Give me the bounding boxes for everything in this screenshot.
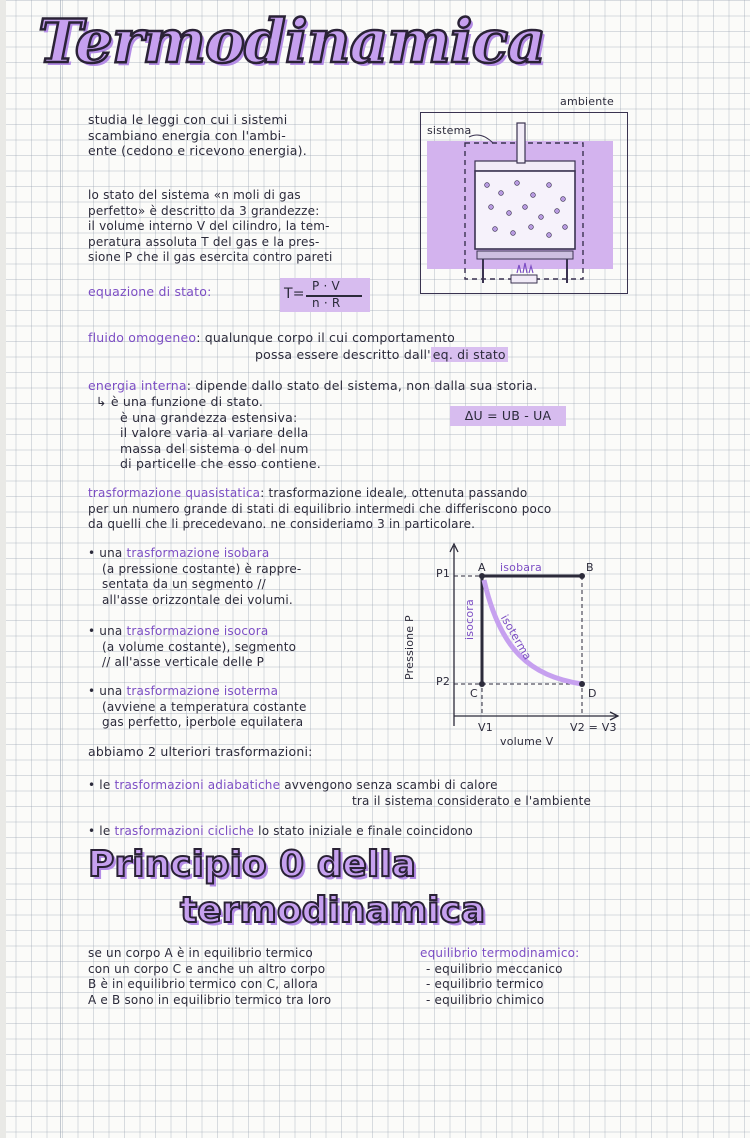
transform-isobara <box>88 546 301 608</box>
pv-d: D <box>588 687 597 700</box>
energia-def: : dipende dallo stato del sistema, non dalla sua storia. <box>186 378 538 393</box>
fluido-line-2: possa essere descritto dall' <box>255 347 431 362</box>
cicliche-line-1: lo stato iniziale e finale coincidono <box>254 824 473 838</box>
cylinder <box>475 171 575 249</box>
isoterma-line-3: gas perfetto, iperbole equilatera <box>102 715 304 729</box>
equation-label <box>88 284 212 300</box>
adiabatiche-line-1: avvengono senza scambi di calore <box>280 778 498 792</box>
adiabatiche-line <box>88 778 498 794</box>
pv-xlabel: volume V <box>500 735 554 748</box>
isocora-line-3: // all'asse verticale delle P <box>102 655 265 669</box>
isobara-line-3: sentata da un segmento // <box>102 577 266 591</box>
principio-title-2: termodinamica <box>180 890 486 931</box>
transform-isocora <box>88 624 296 671</box>
bullet: • una <box>88 684 127 698</box>
equation-numerator: P · V <box>312 279 340 293</box>
adiabatiche-line-2: tra il sistema considerato e l'ambiente <box>352 794 592 808</box>
pv-isobara-label: isobara <box>500 561 542 574</box>
point-d <box>579 681 585 687</box>
equation-label-text: equazione di stato: <box>88 284 212 299</box>
pv-a: A <box>478 561 486 574</box>
principio-title-1: Principio 0 della <box>88 844 416 885</box>
quasistatica-line-3: da quelli che li precedevano. ne consideriamo 3 in particolare. <box>88 517 476 531</box>
fluido-eq-highlight: eq. di stato <box>432 347 506 362</box>
pv-isoterma-label: isoterma <box>497 612 535 663</box>
principio-right-head: equilibrio termodinamico: <box>420 946 580 960</box>
pv-graph <box>400 540 630 750</box>
principio-left-3: B è in equilibrio termico con C, allora <box>88 977 319 991</box>
state-line-3: il volume interno V del cilindro, la tem- <box>88 219 330 233</box>
pv-p1: P1 <box>436 567 451 580</box>
isoterma-line-2: (avviene a temperatura costante <box>102 699 307 714</box>
quasistatica-line-1: : trasformazione ideale, ottenuta passando <box>260 486 528 500</box>
fluido-line-2-wrap <box>255 347 508 363</box>
equation-lhs: T= <box>284 286 305 302</box>
cylinder-base <box>477 251 573 259</box>
fluido-line-1: : qualunque corpo il cui comportamento <box>196 330 456 345</box>
intro-text <box>88 112 307 159</box>
isobara-line-4: all'asse orizzontale dei volumi. <box>102 592 293 607</box>
piston-rod <box>517 123 525 163</box>
pv-v2: V2 = V3 <box>570 721 617 734</box>
state-line-1: lo stato del sistema «n moli di gas <box>88 188 301 202</box>
intro-line-2: scambiano energia con l'ambi- <box>88 127 286 143</box>
margin-line <box>60 0 61 1138</box>
pv-isocora-label: isocora <box>463 599 476 640</box>
quasistatica-line-2: per un numero grande di stati di equilibrio intermedi che differiscono poco <box>88 501 552 516</box>
ambiente-label: ambiente <box>560 95 614 108</box>
quasistatica-term: trasformazione quasistatica <box>88 486 261 500</box>
pv-c: C <box>470 687 478 700</box>
fluido-term: fluido omogeneo <box>88 330 197 345</box>
pv-p2: P2 <box>436 675 451 688</box>
energia-sub-3: il valore varia al variare della <box>120 425 309 440</box>
principio-right-1: - equilibrio meccanico <box>426 961 563 976</box>
quasistatica-section <box>88 486 551 533</box>
state-text <box>88 188 333 266</box>
energia-section <box>88 378 537 394</box>
energia-formula: ΔU = UB - UA <box>450 406 566 426</box>
adiabatiche-term: trasformazioni adiabatiche <box>114 778 281 792</box>
piston-diagram <box>420 112 628 294</box>
point-b <box>579 573 585 579</box>
bullet: • le <box>88 778 115 792</box>
point-c <box>479 681 485 687</box>
equation-denominator: n · R <box>312 296 341 310</box>
principio-left-2: con un corpo C e anche un altro corpo <box>88 961 326 976</box>
ulteriori-intro: abbiamo 2 ulteriori trasformazioni: <box>88 744 313 759</box>
bullet: • una <box>88 624 127 638</box>
energia-sub-1: è una funzione di stato. <box>110 394 264 409</box>
pv-v1: V1 <box>478 721 493 734</box>
state-line-2: perfetto» è descritto da 3 grandezze: <box>88 203 320 218</box>
principio-left <box>88 946 331 1008</box>
isocora-line-2: (a volume costante), segmento <box>102 639 297 654</box>
state-line-5: sione P che il gas esercita contro pareti <box>88 250 333 264</box>
energia-sub-4: massa del sistema o del num <box>120 440 309 456</box>
pv-ylabel: Pressione P <box>403 615 416 680</box>
page-title: Termodinamica <box>38 7 545 77</box>
intro-line-3: ente (cedono e ricevono energia). <box>88 143 307 158</box>
principio-right-3: - equilibrio chimico <box>426 992 545 1007</box>
energia-term: energia interna <box>88 378 187 393</box>
isocora-term: trasformazione isocora <box>126 624 269 638</box>
principio-right <box>420 946 579 1008</box>
bullet: • una <box>88 546 127 560</box>
isoterma-term: trasformazione isoterma <box>126 684 279 698</box>
intro-line-1: studia le leggi con cui i sistemi <box>88 112 288 127</box>
energia-sub-5: di particelle che esso contiene. <box>120 456 321 471</box>
fluido-section <box>88 330 455 346</box>
arrow-icon: ↳ <box>96 394 111 409</box>
principio-left-4: A e B sono in equilibrio termico tra loro <box>88 992 332 1007</box>
energia-sub-2: è una grandezza estensiva: <box>120 409 298 425</box>
principio-left-1: se un corpo A è in equilibrio termico <box>88 946 313 960</box>
sistema-label: sistema <box>427 124 472 137</box>
cicliche-line <box>88 824 473 840</box>
isobara-line-2: (a pressione costante) è rappre- <box>102 561 302 576</box>
transform-isoterma <box>88 684 307 731</box>
bullet: • le <box>88 824 115 838</box>
isoterma-curve <box>484 580 582 684</box>
burner <box>511 275 537 283</box>
isobara-term: trasformazione isobara <box>126 546 270 560</box>
energia-sub <box>96 394 321 472</box>
piston-drawing <box>421 113 627 293</box>
principio-right-2: - equilibrio termico <box>426 977 544 991</box>
state-line-4: peratura assoluta T del gas e la pres- <box>88 234 320 249</box>
cicliche-term: trasformazioni cicliche <box>114 824 255 838</box>
page-edge <box>0 0 6 1138</box>
equation-box <box>280 278 370 312</box>
pv-b: B <box>586 561 594 574</box>
